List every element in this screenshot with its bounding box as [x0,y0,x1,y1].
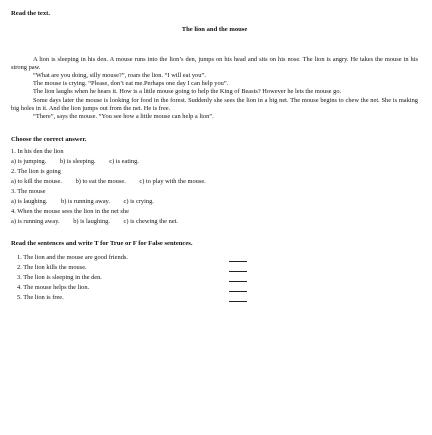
mcq-option: c) is chewing the net. [123,217,179,225]
mcq-option: b) is running away. [61,197,110,205]
mcq-options-1 [11,158,418,166]
true-false-sentence: 2. The lion kills the mouse. [17,263,87,271]
mcq-option: b) is sleeping. [59,157,96,165]
true-false-item [17,252,247,262]
mcq-question-3: 3. The mouse [11,187,46,195]
story-paragraph-2: “What are you doing, silly mouse?”, roars the lion. “I will eat you”. [33,72,206,80]
mcq-option: b) is laughing. [73,217,110,225]
mcq-option: a) to kill the mouse. [11,177,62,185]
true-false-sentence: 3. The lion is sleeping in the den. [17,273,102,281]
story-paragraph-4: The lion laughs when he hears it. How is a little mouse going to help the King of Beasts? However he lets the mouse go. [33,88,342,96]
mcq-option: a) is laughing. [11,197,48,205]
mcq-options-2 [11,178,418,186]
true-false-sentence: 5. The lion is free. [17,293,64,301]
true-false-sentence: 1. The lion and the mouse are good friends. [17,253,128,261]
true-false-item [17,272,247,282]
mcq-option: b) to eat the mouse. [75,177,126,185]
true-false-item [17,282,247,292]
mcq-question-1: 1. In his den the lion [11,147,64,155]
true-false-list [11,252,247,302]
mcq-option: c) is crying. [123,197,154,205]
true-false-heading: Read the sentences and write T for True or F for False sentences. [11,239,193,247]
story-title: The lion and the mouse [181,26,248,34]
story-paragraph-3: The mouse is crying. “Please, don’t eat me.Perhaps one day I can help you”. [33,80,229,88]
answer-blank[interactable] [229,255,247,262]
mcq-option: a) is running away. [11,217,60,225]
story-text [11,56,418,121]
mcq-question-2: 2. The lion is going [11,167,61,175]
mcq-options-3 [11,198,418,206]
mcq-heading: Choose the correct answer. [11,136,87,144]
story-paragraph-6: “There”, says the mouse. “You see how a little mouse can help a lion”. [33,113,214,121]
answer-blank[interactable] [229,295,247,302]
story-paragraph-5: Some days later the mouse is looking for food in the forest. Suddenly she sees the lion in a big net. The mouse begins to chew the net. She is making big holes in it. And the lion jumps out from the net. He is free. [11,97,418,113]
true-false-sentence: 4. The mouse helps the lion. [17,283,90,291]
mcq-question-4: 4. When the mouse sees the lion in the net she [11,207,129,215]
mcq-option: a) is jumping. [11,157,47,165]
answer-blank[interactable] [229,265,247,272]
read-instruction: Read the text. [11,10,51,17]
true-false-item [17,262,247,272]
mcq-option: c) to play with the mouse. [139,177,206,185]
true-false-item [17,292,247,302]
mcq-options-4 [11,218,418,226]
answer-blank[interactable] [229,285,247,292]
story-paragraph-1: A lion is sleeping in his den. A mouse runs into the lion’s den, jumps on his head and sits on his nose. The lion is angry. He takes the mouse in his strong paw. [11,56,418,72]
answer-blank[interactable] [229,275,247,282]
mcq-list [11,148,418,226]
mcq-option: c) is eating. [109,157,139,165]
